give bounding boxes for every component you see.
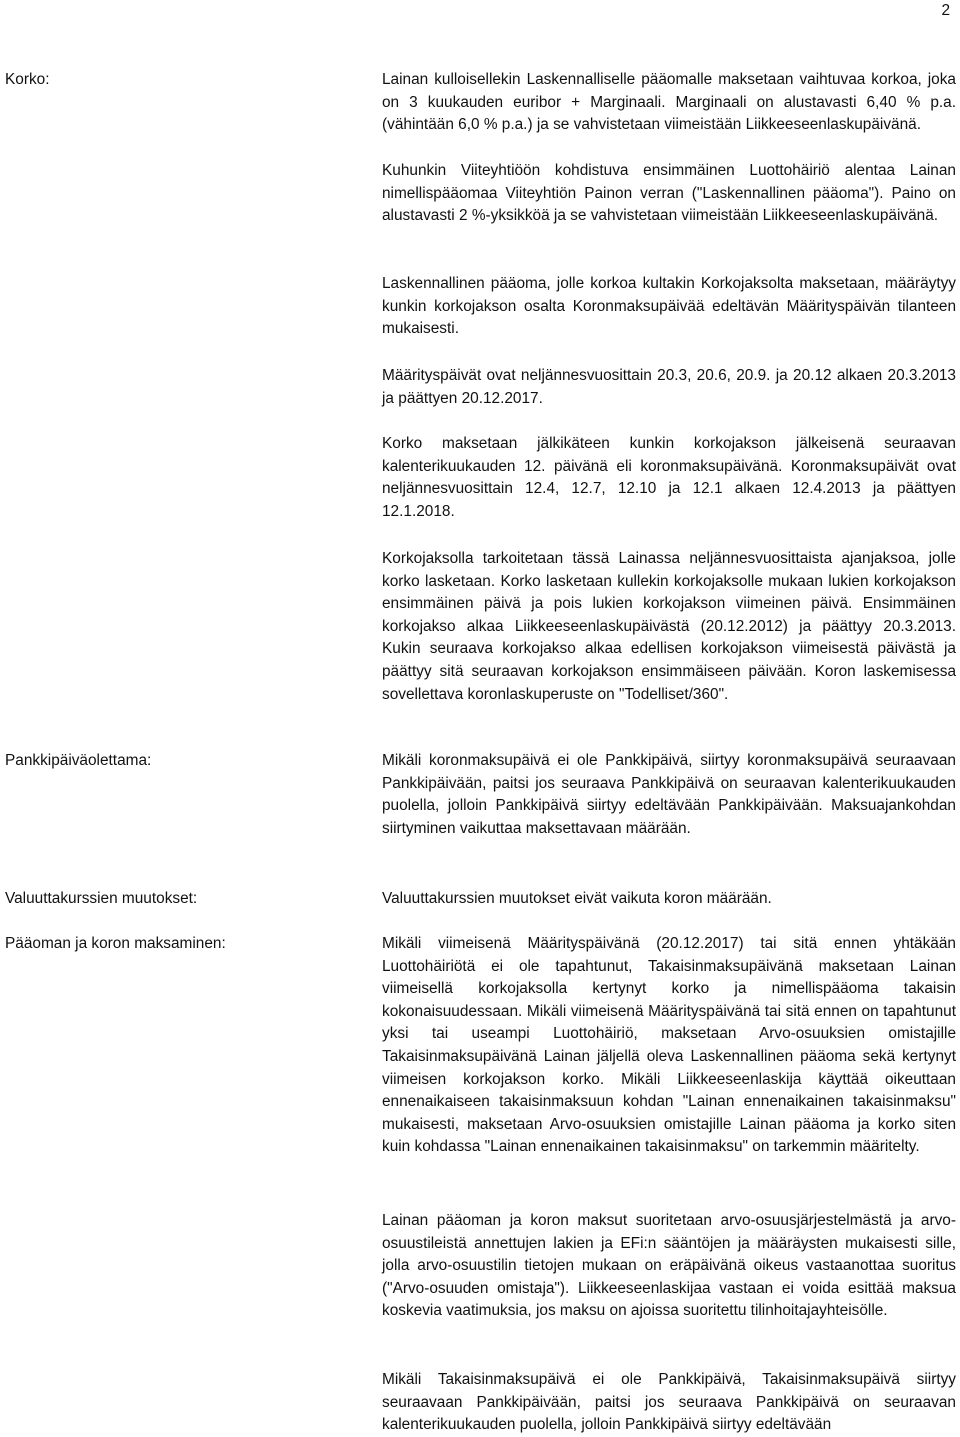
korko-paragraph-5: Korko maksetaan jälkikäteen kunkin korkojakson jälkeisenä seuraavan kalenterikuukauden 12. päivänä eli koronmaksupäivänä. Koronmaksupäivät ovat neljännesvuosittain 12.4, 12.7, 12.10 ja 12.1 alkaen 12.4.2013 ja päättyen 12.1.2018. <box>382 435 956 520</box>
valuuttakurssien-muutokset-paragraph: Valuuttakurssien muutokset eivät vaikuta koron määrään. <box>382 890 772 907</box>
section-label-korko: Korko: <box>5 71 50 88</box>
korko-paragraph-2: Kuhunkin Viiteyhtiöön kohdistuva ensimmäinen Luottohäiriö alentaa Lainan nimellispääomaa Viiteyhtiön Painon verran ("Laskennallinen pääoma"). Paino on alustavasti 2 %-yksikköä ja se vahvistetaan viimeistään Liikkeeseenlaskupäivänä. <box>382 162 956 225</box>
korko-paragraph-4: Määrityspäivät ovat neljännesvuosittain 20.3, 20.6, 20.9. ja 20.12 alkaen 20.3.2013 ja päättyen 20.12.2017. <box>382 367 956 407</box>
korko-paragraph-6: Korkojaksolla tarkoitetaan tässä Lainassa neljännesvuosittaista ajanjaksoa, jolle korko lasketaan. Korko lasketaan kullekin korkojaksolle mukaan lukien korkojakson ensimmäinen päivä ja pois lukien korkojakson viimeinen päivä. Ensimmäinen korkojakso alkaa Liikkeeseenlaskupäivästä (20.12.2012) ja päättyy 20.3.2013. Kukin seuraava korkojakso alkaa edellisen korkojakson viimeisestä päivästä ja päättyy sitä seuraavan korkojakson ensimmäiseen päivään. Koron laskemisessa sovellettava koronlaskuperuste on "Todelliset/360". <box>382 550 956 703</box>
pankkipaivaolettama-paragraph: Mikäli koronmaksupäivä ei ole Pankkipäivä, siirtyy koronmaksupäivä seuraavaan Pankkipäivään, paitsi jos seuraava Pankkipäivä on seuraavan kalenterikuukauden puolella, jolloin Pankkipäivä siirtyy edeltävään Pankkipäivään. Maksuajankohdan siirtyminen vaikuttaa maksettavaan määrään. <box>382 752 956 837</box>
korko-paragraph-3: Laskennallinen pääoma, jolle korkoa kultakin Korkojaksolta maksetaan, määräytyy kunkin korkojakson osalta Koronmaksupäivää edeltävän Määrityspäivän tilanteen mukaisesti. <box>382 275 956 338</box>
section-label-valuuttakurssien-muutokset: Valuuttakurssien muutokset: <box>5 890 198 907</box>
maksaminen-paragraph-3: Mikäli Takaisinmaksupäivä ei ole Pankkipäivä, Takaisinmaksupäivä siirtyy seuraavaan Pankkipäivään, paitsi jos seuraava Pankkipäivä on seuraavan kalenterikuukauden puolella, jolloin Pankkipäivä siirtyy edeltävään <box>382 1371 956 1434</box>
section-label-pankkipaivaolettama: Pankkipäiväolettama: <box>5 752 152 769</box>
maksaminen-paragraph-1: Mikäli viimeisenä Määrityspäivänä (20.12.2017) tai sitä ennen yhtäkään Luottohäiriötä ei ole tapahtunut, Takaisinmaksupäivänä maksetaan Lainan viimeisellä korkojaksolla kertynyt korko ja nimellispääoma takaisin kokonaisuudessaan. Mikäli viimeisenä Määrityspäivänä tai sitä ennen on tapahtunut yksi tai useampi Luottohäiriö, maksetaan Arvo-osuuksien omistajille Takaisinmaksupäivänä Lainan jäljellä oleva Laskennallinen pääoma sekä kertynyt viimeisen korkojakson korko. Mikäli Liikkeeseenlaskija käyttää oikeuttaan ennenaikaiseen takaisinmaksuun kohdan "Lainan ennenaikainen takaisinmaksu" mukaisesti, maksetaan Arvo-osuuksien omistajille Lainan pääoma ja korko siten kuin kohdassa "Lainan ennenaikainen takaisinmaksu" on tarkemmin määritelty. <box>382 935 956 1156</box>
korko-paragraph-1: Lainan kulloisellekin Laskennalliselle pääomalle maksetaan vaihtuvaa korkoa, joka on 3 kuukauden euribor + Marginaali. Marginaali on alustavasti 6,40 % p.a. (vähintään 6,0 % p.a.) ja se vahvistetaan viimeistään Liikkeeseenlaskupäivänä. <box>382 71 956 134</box>
section-label-paaoman-ja-koron-maksaminen: Pääoman ja koron maksaminen: <box>5 935 226 952</box>
maksaminen-paragraph-2: Lainan pääoman ja koron maksut suoritetaan arvo-osuusjärjestelmästä ja arvo-osuustileistä annettujen lakien ja EFi:n sääntöjen ja määräysten mukaisesti sille, jolla arvo-osuustilin tietojen mukaan on eräpäivänä oikeus vastaanottaa suoritus ("Arvo-osuuden omistaja"). Liikkeeseenlaskijaa vastaan ei voida esittää maksua koskevia vaatimuksia, jos maksu on ajoissa suoritettu tilinhoitajayhteisölle. <box>382 1212 956 1320</box>
page-number: 2 <box>941 2 950 19</box>
